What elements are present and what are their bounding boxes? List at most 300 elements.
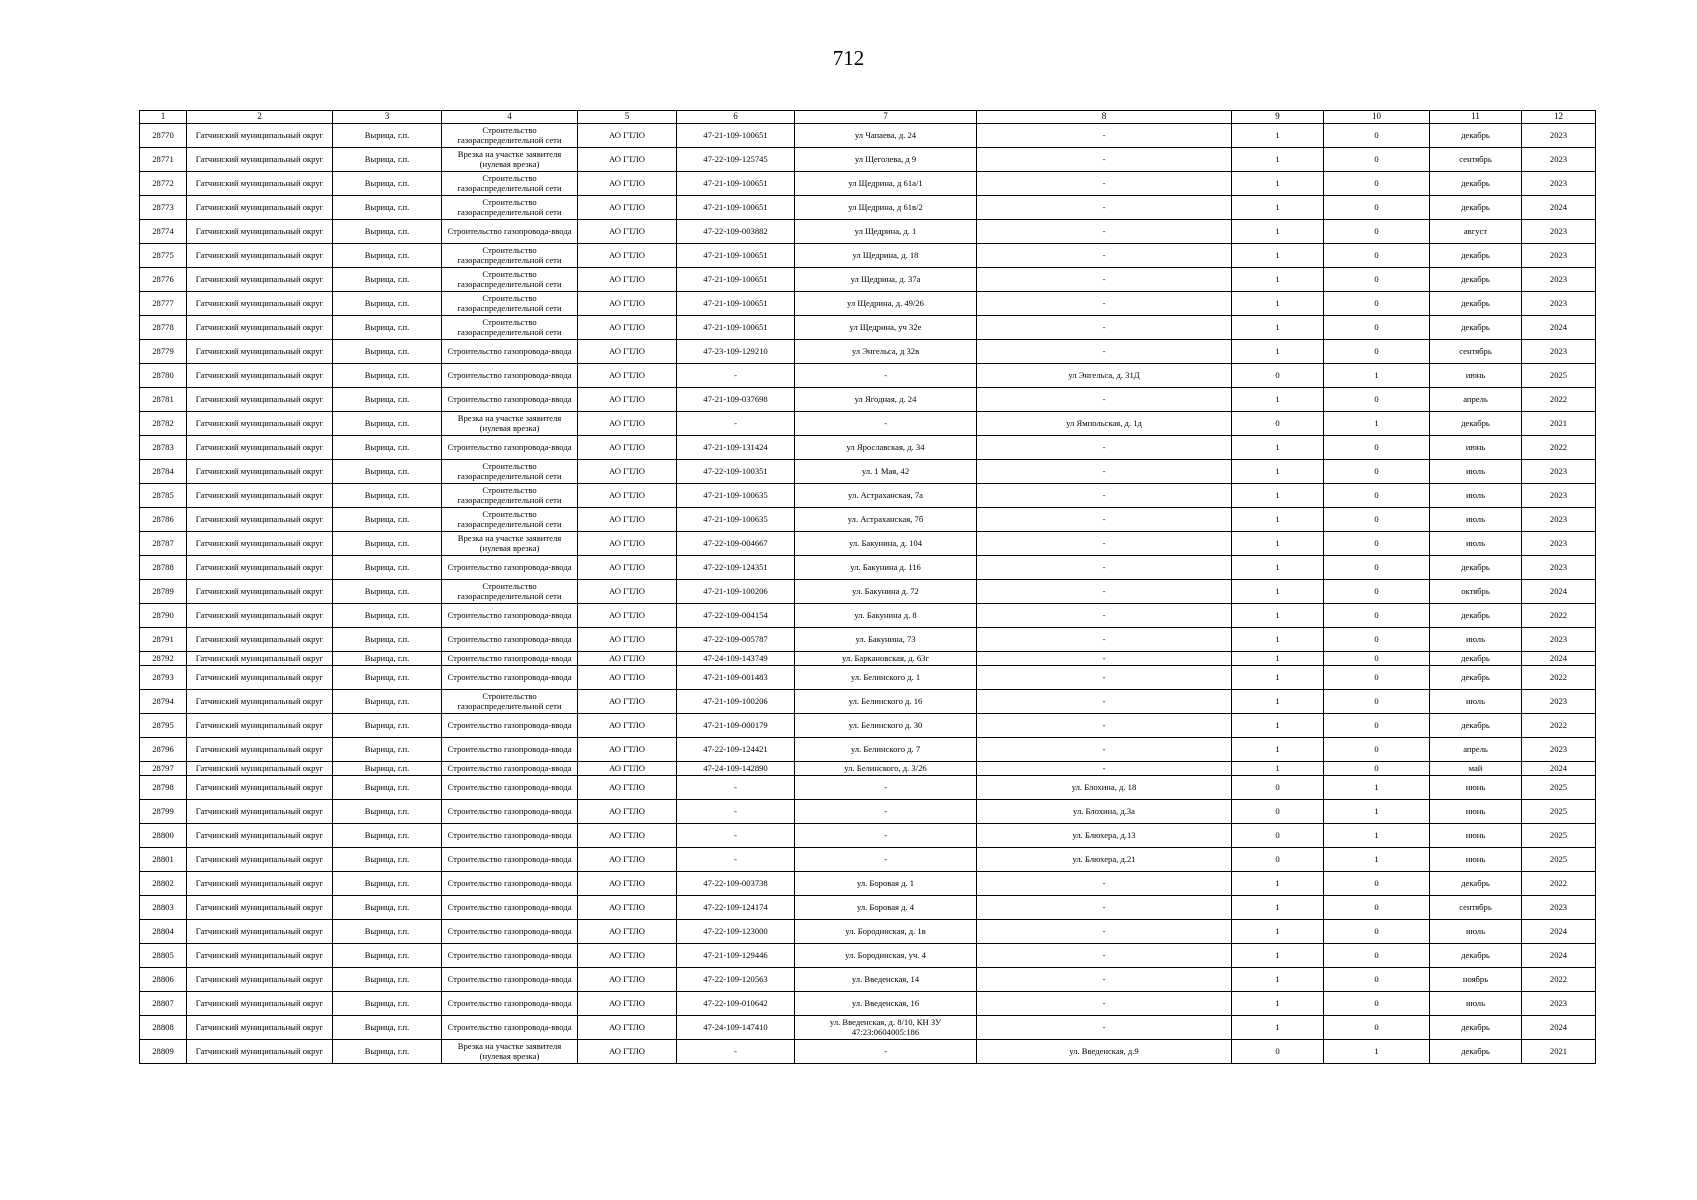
cell-district: Гатчинский муниципальный округ: [187, 148, 333, 172]
cell-month: ноябрь: [1430, 968, 1522, 992]
cell-work-type: Врезка на участке заявителя (нулевая врезка): [442, 532, 578, 556]
cell-work-type: Строительство газопровода-ввода: [442, 762, 578, 776]
cell-count-a: 1: [1232, 762, 1324, 776]
cell-row-number: 28771: [140, 148, 187, 172]
cell-district: Гатчинский муниципальный округ: [187, 292, 333, 316]
cell-year: 2023: [1522, 460, 1596, 484]
cell-organization: АО ГТЛО: [578, 220, 677, 244]
cell-application-number: -: [677, 800, 795, 824]
table-row: [140, 690, 1596, 714]
cell-row-number: 28802: [140, 872, 187, 896]
cell-work-type: Строительство газораспределительной сети: [442, 484, 578, 508]
cell-month: декабрь: [1430, 714, 1522, 738]
cell-month: август: [1430, 220, 1522, 244]
column-header: 11: [1430, 111, 1522, 124]
cell-settlement: Вырица, г.п.: [333, 388, 442, 412]
cell-month: апрель: [1430, 388, 1522, 412]
cell-settlement: Вырица, г.п.: [333, 604, 442, 628]
cell-month: июль: [1430, 920, 1522, 944]
cell-month: декабрь: [1430, 556, 1522, 580]
cell-row-number: 28791: [140, 628, 187, 652]
cell-count-b: 0: [1324, 944, 1430, 968]
cell-settlement: Вырица, г.п.: [333, 920, 442, 944]
cell-address: ул. Бакунина, д. 104: [795, 532, 977, 556]
cell-month: декабрь: [1430, 872, 1522, 896]
table-row: [140, 244, 1596, 268]
cell-year: 2021: [1522, 1040, 1596, 1064]
cell-application-number: 47-21-109-131424: [677, 436, 795, 460]
cell-settlement: Вырица, г.п.: [333, 196, 442, 220]
cell-address: -: [795, 364, 977, 388]
cell-district: Гатчинский муниципальный округ: [187, 738, 333, 762]
cell-address: ул Щедрина, уч 32е: [795, 316, 977, 340]
cell-work-type: Строительство газопровода-ввода: [442, 738, 578, 762]
cell-settlement: Вырица, г.п.: [333, 412, 442, 436]
cell-work-type: Строительство газопровода-ввода: [442, 776, 578, 800]
cell-application-number: 47-23-109-129210: [677, 340, 795, 364]
cell-application-number: 47-21-109-100651: [677, 268, 795, 292]
cell-count-b: 0: [1324, 124, 1430, 148]
cell-settlement: Вырица, г.п.: [333, 316, 442, 340]
table-row: [140, 292, 1596, 316]
table-row: [140, 196, 1596, 220]
cell-application-number: 47-24-109-143749: [677, 652, 795, 666]
cell-month: июнь: [1430, 848, 1522, 872]
cell-month: июль: [1430, 690, 1522, 714]
cell-count-a: 1: [1232, 968, 1324, 992]
cell-month: октябрь: [1430, 580, 1522, 604]
cell-settlement: Вырица, г.п.: [333, 244, 442, 268]
cell-address: ул Щедрина, д. 1: [795, 220, 977, 244]
cell-row-number: 28793: [140, 666, 187, 690]
cell-district: Гатчинский муниципальный округ: [187, 580, 333, 604]
table-row: [140, 872, 1596, 896]
cell-district: Гатчинский муниципальный округ: [187, 968, 333, 992]
cell-address: ул. Белинского д. 30: [795, 714, 977, 738]
cell-year: 2022: [1522, 388, 1596, 412]
cell-row-number: 28778: [140, 316, 187, 340]
cell-planned-address: ул. Блюхера, д.13: [977, 824, 1232, 848]
cell-work-type: Строительство газопровода-ввода: [442, 824, 578, 848]
cell-year: 2024: [1522, 316, 1596, 340]
cell-work-type: Строительство газопровода-ввода: [442, 628, 578, 652]
cell-address: ул Щедрина, д 61в/2: [795, 196, 977, 220]
cell-year: 2023: [1522, 992, 1596, 1016]
cell-month: июнь: [1430, 776, 1522, 800]
cell-application-number: 47-21-109-100651: [677, 316, 795, 340]
cell-count-a: 0: [1232, 364, 1324, 388]
cell-organization: АО ГТЛО: [578, 436, 677, 460]
cell-work-type: Строительство газораспределительной сети: [442, 292, 578, 316]
cell-count-b: 1: [1324, 1040, 1430, 1064]
cell-application-number: 47-21-109-037698: [677, 388, 795, 412]
cell-count-a: 1: [1232, 628, 1324, 652]
table-row: [140, 652, 1596, 666]
cell-month: июль: [1430, 508, 1522, 532]
cell-planned-address: -: [977, 436, 1232, 460]
cell-application-number: 47-24-109-142890: [677, 762, 795, 776]
cell-count-b: 0: [1324, 628, 1430, 652]
cell-organization: АО ГТЛО: [578, 690, 677, 714]
table-row: [140, 220, 1596, 244]
cell-application-number: 47-22-109-124351: [677, 556, 795, 580]
cell-planned-address: -: [977, 604, 1232, 628]
cell-year: 2022: [1522, 604, 1596, 628]
table-row: [140, 580, 1596, 604]
cell-address: ул. Введенская, 16: [795, 992, 977, 1016]
cell-application-number: 47-21-109-100206: [677, 690, 795, 714]
cell-planned-address: -: [977, 896, 1232, 920]
cell-application-number: -: [677, 848, 795, 872]
cell-district: Гатчинский муниципальный округ: [187, 436, 333, 460]
cell-row-number: 28770: [140, 124, 187, 148]
cell-year: 2023: [1522, 172, 1596, 196]
page-number: 712: [832, 46, 865, 70]
cell-planned-address: -: [977, 196, 1232, 220]
cell-count-a: 1: [1232, 484, 1324, 508]
table-row: [140, 800, 1596, 824]
table-row: [140, 992, 1596, 1016]
cell-year: 2023: [1522, 484, 1596, 508]
cell-year: 2024: [1522, 1016, 1596, 1040]
cell-district: Гатчинский муниципальный округ: [187, 340, 333, 364]
cell-row-number: 28798: [140, 776, 187, 800]
cell-planned-address: -: [977, 738, 1232, 762]
cell-count-b: 0: [1324, 714, 1430, 738]
cell-address: ул. Астраханская, 7а: [795, 484, 977, 508]
cell-month: декабрь: [1430, 652, 1522, 666]
cell-count-a: 1: [1232, 738, 1324, 762]
cell-planned-address: -: [977, 484, 1232, 508]
table-row: [140, 920, 1596, 944]
cell-planned-address: ул. Введенская, д.9: [977, 1040, 1232, 1064]
cell-month: июнь: [1430, 436, 1522, 460]
cell-row-number: 28783: [140, 436, 187, 460]
cell-work-type: Строительство газораспределительной сети: [442, 172, 578, 196]
cell-district: Гатчинский муниципальный округ: [187, 714, 333, 738]
cell-settlement: Вырица, г.п.: [333, 460, 442, 484]
cell-settlement: Вырица, г.п.: [333, 992, 442, 1016]
cell-settlement: Вырица, г.п.: [333, 436, 442, 460]
cell-year: 2021: [1522, 412, 1596, 436]
cell-address: ул Щедрина, д. 49/26: [795, 292, 977, 316]
cell-work-type: Строительство газопровода-ввода: [442, 800, 578, 824]
cell-month: июнь: [1430, 824, 1522, 848]
cell-count-a: 1: [1232, 872, 1324, 896]
cell-year: 2023: [1522, 508, 1596, 532]
cell-row-number: 28799: [140, 800, 187, 824]
cell-planned-address: -: [977, 690, 1232, 714]
cell-address: -: [795, 824, 977, 848]
cell-month: сентябрь: [1430, 896, 1522, 920]
table-row: [140, 508, 1596, 532]
table-row: [140, 714, 1596, 738]
cell-organization: АО ГТЛО: [578, 992, 677, 1016]
cell-count-b: 0: [1324, 460, 1430, 484]
cell-planned-address: -: [977, 968, 1232, 992]
cell-count-b: 1: [1324, 800, 1430, 824]
cell-count-b: 0: [1324, 148, 1430, 172]
cell-count-b: 0: [1324, 762, 1430, 776]
column-header: 9: [1232, 111, 1324, 124]
cell-work-type: Строительство газопровода-ввода: [442, 944, 578, 968]
cell-settlement: Вырица, г.п.: [333, 556, 442, 580]
cell-settlement: Вырица, г.п.: [333, 714, 442, 738]
cell-year: 2023: [1522, 628, 1596, 652]
column-header: 7: [795, 111, 977, 124]
cell-address: ул. Бакунина, 73: [795, 628, 977, 652]
cell-count-b: 0: [1324, 268, 1430, 292]
cell-count-b: 0: [1324, 690, 1430, 714]
cell-work-type: Строительство газопровода-ввода: [442, 920, 578, 944]
cell-organization: АО ГТЛО: [578, 652, 677, 666]
cell-organization: АО ГТЛО: [578, 580, 677, 604]
cell-count-b: 0: [1324, 992, 1430, 1016]
cell-row-number: 28784: [140, 460, 187, 484]
cell-organization: АО ГТЛО: [578, 412, 677, 436]
cell-district: Гатчинский муниципальный округ: [187, 508, 333, 532]
cell-settlement: Вырица, г.п.: [333, 944, 442, 968]
cell-count-b: 0: [1324, 244, 1430, 268]
cell-row-number: 28790: [140, 604, 187, 628]
cell-settlement: Вырица, г.п.: [333, 532, 442, 556]
cell-settlement: Вырица, г.п.: [333, 220, 442, 244]
table-row: [140, 666, 1596, 690]
cell-planned-address: -: [977, 944, 1232, 968]
cell-work-type: Строительство газопровода-ввода: [442, 968, 578, 992]
cell-settlement: Вырица, г.п.: [333, 824, 442, 848]
cell-year: 2024: [1522, 920, 1596, 944]
cell-settlement: Вырица, г.п.: [333, 148, 442, 172]
cell-planned-address: -: [977, 292, 1232, 316]
cell-planned-address: -: [977, 652, 1232, 666]
cell-planned-address: -: [977, 762, 1232, 776]
table-row: [140, 1040, 1596, 1064]
cell-work-type: Строительство газопровода-ввода: [442, 220, 578, 244]
cell-address: ул. Белинского д. 1: [795, 666, 977, 690]
cell-work-type: Строительство газораспределительной сети: [442, 316, 578, 340]
cell-count-b: 0: [1324, 316, 1430, 340]
column-header: 10: [1324, 111, 1430, 124]
cell-year: 2022: [1522, 872, 1596, 896]
cell-settlement: Вырица, г.п.: [333, 762, 442, 776]
table-row: [140, 436, 1596, 460]
cell-work-type: Строительство газораспределительной сети: [442, 460, 578, 484]
header-row: [140, 111, 1596, 124]
cell-application-number: 47-21-109-129446: [677, 944, 795, 968]
column-header: 4: [442, 111, 578, 124]
cell-month: декабрь: [1430, 196, 1522, 220]
cell-district: Гатчинский муниципальный округ: [187, 690, 333, 714]
cell-work-type: Строительство газораспределительной сети: [442, 690, 578, 714]
cell-count-b: 0: [1324, 652, 1430, 666]
cell-district: Гатчинский муниципальный округ: [187, 872, 333, 896]
cell-address: ул. Баркановская, д. 63г: [795, 652, 977, 666]
cell-planned-address: -: [977, 714, 1232, 738]
cell-work-type: Строительство газопровода-ввода: [442, 388, 578, 412]
cell-count-b: 0: [1324, 220, 1430, 244]
cell-work-type: Строительство газопровода-ввода: [442, 604, 578, 628]
cell-count-a: 1: [1232, 436, 1324, 460]
cell-address: ул. Бакунина д. 72: [795, 580, 977, 604]
cell-row-number: 28788: [140, 556, 187, 580]
cell-address: ул. Бакунина д. 8: [795, 604, 977, 628]
cell-row-number: 28794: [140, 690, 187, 714]
cell-district: Гатчинский муниципальный округ: [187, 896, 333, 920]
cell-organization: АО ГТЛО: [578, 824, 677, 848]
cell-count-b: 1: [1324, 364, 1430, 388]
cell-count-a: 0: [1232, 776, 1324, 800]
cell-organization: АО ГТЛО: [578, 944, 677, 968]
cell-work-type: Строительство газораспределительной сети: [442, 124, 578, 148]
cell-year: 2022: [1522, 666, 1596, 690]
table-row: [140, 172, 1596, 196]
cell-count-b: 0: [1324, 196, 1430, 220]
cell-address: ул. 1 Мая, 42: [795, 460, 977, 484]
cell-month: июль: [1430, 484, 1522, 508]
cell-application-number: -: [677, 1040, 795, 1064]
cell-organization: АО ГТЛО: [578, 738, 677, 762]
cell-planned-address: -: [977, 268, 1232, 292]
table-row: [140, 944, 1596, 968]
cell-year: 2024: [1522, 944, 1596, 968]
cell-count-a: 1: [1232, 340, 1324, 364]
cell-settlement: Вырица, г.п.: [333, 800, 442, 824]
cell-application-number: -: [677, 364, 795, 388]
cell-row-number: 28808: [140, 1016, 187, 1040]
cell-count-b: 0: [1324, 872, 1430, 896]
cell-month: май: [1430, 762, 1522, 776]
cell-address: ул. Бородинская, д. 1в: [795, 920, 977, 944]
cell-year: 2023: [1522, 556, 1596, 580]
table-row: [140, 762, 1596, 776]
cell-application-number: 47-21-109-100651: [677, 244, 795, 268]
cell-address: ул. Боровая д. 1: [795, 872, 977, 896]
table-row: [140, 896, 1596, 920]
cell-count-a: 1: [1232, 196, 1324, 220]
cell-address: ул Щедрина, д. 18: [795, 244, 977, 268]
cell-district: Гатчинский муниципальный округ: [187, 604, 333, 628]
cell-work-type: Строительство газопровода-ввода: [442, 652, 578, 666]
cell-count-b: 0: [1324, 738, 1430, 762]
cell-year: 2023: [1522, 292, 1596, 316]
cell-month: декабрь: [1430, 172, 1522, 196]
cell-work-type: Строительство газопровода-ввода: [442, 896, 578, 920]
cell-settlement: Вырица, г.п.: [333, 776, 442, 800]
column-header: 12: [1522, 111, 1596, 124]
table-row: [140, 388, 1596, 412]
cell-address: -: [795, 848, 977, 872]
cell-work-type: Строительство газопровода-ввода: [442, 666, 578, 690]
cell-organization: АО ГТЛО: [578, 364, 677, 388]
cell-address: -: [795, 412, 977, 436]
cell-district: Гатчинский муниципальный округ: [187, 1040, 333, 1064]
cell-row-number: 28772: [140, 172, 187, 196]
cell-district: Гатчинский муниципальный округ: [187, 364, 333, 388]
cell-organization: АО ГТЛО: [578, 1016, 677, 1040]
cell-row-number: 28781: [140, 388, 187, 412]
cell-month: июль: [1430, 532, 1522, 556]
cell-district: Гатчинский муниципальный округ: [187, 1016, 333, 1040]
cell-planned-address: -: [977, 148, 1232, 172]
cell-count-b: 0: [1324, 580, 1430, 604]
cell-count-b: 0: [1324, 508, 1430, 532]
cell-year: 2023: [1522, 268, 1596, 292]
cell-district: Гатчинский муниципальный округ: [187, 800, 333, 824]
table-row: [140, 968, 1596, 992]
cell-year: 2025: [1522, 776, 1596, 800]
cell-planned-address: -: [977, 460, 1232, 484]
cell-count-a: 1: [1232, 460, 1324, 484]
cell-district: Гатчинский муниципальный округ: [187, 776, 333, 800]
cell-planned-address: ул Ямпольская, д. 1д: [977, 412, 1232, 436]
cell-row-number: 28782: [140, 412, 187, 436]
cell-count-a: 0: [1232, 412, 1324, 436]
cell-planned-address: -: [977, 872, 1232, 896]
cell-row-number: 28786: [140, 508, 187, 532]
cell-count-b: 0: [1324, 920, 1430, 944]
table-row: [140, 124, 1596, 148]
cell-organization: АО ГТЛО: [578, 848, 677, 872]
cell-work-type: Строительство газопровода-ввода: [442, 872, 578, 896]
cell-count-a: 1: [1232, 944, 1324, 968]
cell-organization: АО ГТЛО: [578, 556, 677, 580]
cell-year: 2022: [1522, 436, 1596, 460]
cell-planned-address: -: [977, 532, 1232, 556]
cell-planned-address: -: [977, 1016, 1232, 1040]
cell-count-b: 0: [1324, 292, 1430, 316]
cell-planned-address: -: [977, 172, 1232, 196]
cell-application-number: 47-21-109-100651: [677, 124, 795, 148]
cell-application-number: 47-21-109-100651: [677, 292, 795, 316]
cell-count-a: 0: [1232, 848, 1324, 872]
cell-month: декабрь: [1430, 944, 1522, 968]
cell-row-number: 28779: [140, 340, 187, 364]
column-header: 5: [578, 111, 677, 124]
table-body: [140, 124, 1596, 1064]
cell-organization: АО ГТЛО: [578, 340, 677, 364]
cell-row-number: 28792: [140, 652, 187, 666]
cell-work-type: Врезка на участке заявителя (нулевая врезка): [442, 148, 578, 172]
cell-organization: АО ГТЛО: [578, 196, 677, 220]
cell-district: Гатчинский муниципальный округ: [187, 460, 333, 484]
column-header: 1: [140, 111, 187, 124]
data-table: [139, 110, 1596, 1064]
cell-month: апрель: [1430, 738, 1522, 762]
cell-address: ул. Боровая д. 4: [795, 896, 977, 920]
cell-address: -: [795, 1040, 977, 1064]
cell-application-number: 47-22-109-120563: [677, 968, 795, 992]
cell-count-a: 1: [1232, 1016, 1324, 1040]
cell-settlement: Вырица, г.п.: [333, 652, 442, 666]
cell-address: ул Чапаева, д. 24: [795, 124, 977, 148]
cell-month: декабрь: [1430, 316, 1522, 340]
cell-planned-address: ул Энгельса, д. 31Д: [977, 364, 1232, 388]
cell-district: Гатчинский муниципальный округ: [187, 652, 333, 666]
cell-address: ул. Введенская, д. 8/10, КН ЗУ 47:23:0604005:186: [795, 1016, 977, 1040]
cell-district: Гатчинский муниципальный округ: [187, 196, 333, 220]
cell-settlement: Вырица, г.п.: [333, 666, 442, 690]
cell-month: декабрь: [1430, 244, 1522, 268]
cell-month: декабрь: [1430, 666, 1522, 690]
cell-count-b: 0: [1324, 436, 1430, 460]
cell-row-number: 28777: [140, 292, 187, 316]
cell-count-a: 1: [1232, 148, 1324, 172]
cell-month: декабрь: [1430, 292, 1522, 316]
cell-application-number: 47-22-109-124421: [677, 738, 795, 762]
cell-row-number: 28801: [140, 848, 187, 872]
cell-planned-address: ул. Блохина, д. 18: [977, 776, 1232, 800]
